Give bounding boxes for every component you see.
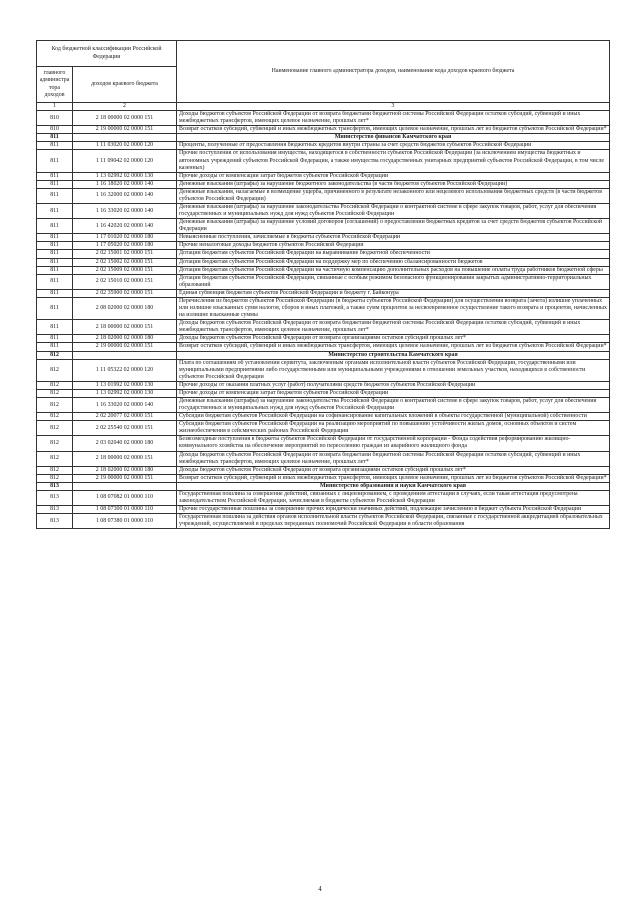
header-code-column: доходов краевого бюджета: [73, 67, 177, 103]
admin-code-cell: 811: [37, 142, 73, 150]
admin-code-cell: 812: [37, 381, 73, 389]
revenue-code-cell: 2 02 20077 02 0000 151: [73, 413, 177, 421]
revenue-name-cell: Доходы бюджетов субъектов Российской Федерации от возврата бюджетами бюджетной системы Российской Федерации остатков субсидий, субвенций и иных межбюджетных трансфертов, имеющих целевое назначение, прошлых лет*: [177, 451, 610, 466]
revenue-name-cell: Прочие государственные пошлины за совершение прочих юридически значимых действий, подлежащие зачислению в бюджет субъекта Российской Федерации: [177, 506, 610, 514]
table-row: [37, 234, 610, 242]
revenue-code-cell: [73, 134, 177, 142]
admin-code-cell: 811: [37, 250, 73, 258]
section-title-cell: Министерство образования и науки Камчатского края: [177, 482, 610, 490]
admin-code-cell: 811: [37, 258, 73, 266]
section-title-cell: Министерство строительства Камчатского края: [177, 351, 610, 359]
table-row: [37, 250, 610, 258]
admin-code-cell: 813: [37, 490, 73, 505]
header-name-column: Наименование главного администратора доходов, наименование кода доходов краевого бюджета: [177, 41, 610, 103]
admin-code-cell: 811: [37, 180, 73, 188]
admin-code-cell: 812: [37, 413, 73, 421]
table-row: [37, 320, 610, 335]
revenue-name-cell: Доходы бюджетов субъектов Российской Федерации от возврата организациями остатков субсидий прошлых лет*: [177, 466, 610, 474]
revenue-code-cell: 2 08 02000 02 0000 180: [73, 297, 177, 319]
revenue-code-cell: 1 13 02992 02 0000 130: [73, 389, 177, 397]
revenue-code-cell: 2 18 02000 02 0000 180: [73, 466, 177, 474]
revenue-code-cell: 1 16 33020 02 0000 140: [73, 397, 177, 412]
table-row: [37, 219, 610, 234]
revenue-code-cell: 2 18 00000 02 0000 151: [73, 111, 177, 126]
table-header: [37, 41, 610, 111]
header-group-title: Код бюджетной классификации Российской Федерации: [37, 41, 177, 67]
revenue-code-cell: 1 17 05020 02 0000 180: [73, 242, 177, 250]
revenue-name-cell: Прочие доходы от компенсации затрат бюджетов субъектов Российской Федерации: [177, 172, 610, 180]
revenue-code-cell: 1 11 03020 02 0000 120: [73, 142, 177, 150]
revenue-code-cell: 1 16 18020 02 0000 140: [73, 180, 177, 188]
table-row: [37, 297, 610, 319]
revenue-name-cell: Прочие доходы от оказания платных услуг (работ) получателями средств бюджетов субъектов Российской Федерации: [177, 381, 610, 389]
admin-code-cell: 811: [37, 297, 73, 319]
revenue-code-cell: 1 13 01992 02 0000 130: [73, 381, 177, 389]
revenue-name-cell: Проценты, полученные от предоставления бюджетных кредитов внутри страны за счет средств бюджетов субъектов Российской Федерации: [177, 142, 610, 150]
revenue-code-cell: 1 16 33020 02 0000 140: [73, 204, 177, 219]
table-row: [37, 421, 610, 436]
admin-code-cell: 811: [37, 234, 73, 242]
revenue-code-cell: 2 19 00000 02 0000 151: [73, 474, 177, 482]
revenue-codes-table: [36, 40, 610, 529]
admin-code-cell: 811: [37, 219, 73, 234]
revenue-code-cell: 2 18 00000 02 0000 151: [73, 451, 177, 466]
revenue-code-cell: 1 13 02992 02 0000 130: [73, 172, 177, 180]
revenue-code-cell: 2 19 00000 02 0000 151: [73, 343, 177, 351]
admin-code-cell: 812: [37, 421, 73, 436]
admin-code-cell: 811: [37, 274, 73, 289]
admin-code-cell: 812: [37, 389, 73, 397]
revenue-code-cell: 1 11 05322 02 0000 120: [73, 359, 177, 381]
section-row: [37, 351, 610, 359]
revenue-code-cell: [73, 482, 177, 490]
revenue-code-cell: 2 02 15010 02 0000 151: [73, 274, 177, 289]
revenue-name-cell: Доходы бюджетов субъектов Российской Федерации от возврата бюджетами бюджетной системы Российской Федерации остатков субсидий, субвенций и иных межбюджетных трансфертов, имеющих целевое назначение, прошлых лет*: [177, 111, 610, 126]
revenue-name-cell: Денежные взыскания (штрафы) за нарушение бюджетного законодательства (в части бюджетов субъектов Российской Федерации): [177, 180, 610, 188]
revenue-code-cell: 2 02 35900 02 0000 151: [73, 289, 177, 297]
revenue-code-cell: 1 16 32000 02 0000 140: [73, 188, 177, 203]
revenue-name-cell: Субсидии бюджетам субъектов Российской Федерации на реализацию мероприятий по повышению устойчивости жилых домов, основных объектов и систем жизнеобеспечения в сейсмических районах Российской Федерации: [177, 421, 610, 436]
revenue-code-cell: 1 08 07380 01 0000 110: [73, 514, 177, 529]
admin-code-cell: 812: [37, 466, 73, 474]
table-row: [37, 466, 610, 474]
section-title-cell: Министерство финансов Камчатского края: [177, 134, 610, 142]
admin-code-cell: 811: [37, 188, 73, 203]
admin-code-cell: 811: [37, 343, 73, 351]
admin-code-cell: 812: [37, 397, 73, 412]
admin-code-cell: 812: [37, 359, 73, 381]
table-row: [37, 274, 610, 289]
table-row: [37, 111, 610, 126]
table-row: [37, 343, 610, 351]
revenue-code-cell: 1 16 42020 02 0000 140: [73, 219, 177, 234]
table-row: [37, 514, 610, 529]
revenue-name-cell: Дотации бюджетам субъектов Российской Федерации на поддержку мер по обеспечению сбалансированности бюджетов: [177, 258, 610, 266]
revenue-name-cell: Дотации бюджетам субъектов Российской Федерации, связанные с особым режимом безопасного функционирования закрытых административно-территориальных образований: [177, 274, 610, 289]
admin-code-cell: 812: [37, 351, 73, 359]
table-row: [37, 474, 610, 482]
revenue-code-cell: 2 18 00000 02 0000 151: [73, 320, 177, 335]
header-admin-column: главного администра тора доходов: [37, 67, 73, 103]
revenue-name-cell: Денежные взыскания (штрафы) за нарушение законодательства Российской Федерации о контрактной системе в сфере закупок товаров, работ, услуг для обеспечения государственных и муниципальных нужд для нужд субъектов Российской Федерации: [177, 204, 610, 219]
revenue-name-cell: Прочие неналоговые доходы бюджетов субъектов Российской Федерации: [177, 242, 610, 250]
header-col-number: 2: [73, 103, 177, 111]
admin-code-cell: 813: [37, 514, 73, 529]
table-body: [37, 111, 610, 529]
section-row: [37, 482, 610, 490]
admin-code-cell: 812: [37, 436, 73, 451]
admin-code-cell: 811: [37, 335, 73, 343]
admin-code-cell: 813: [37, 506, 73, 514]
revenue-code-cell: 2 03 02040 02 0000 180: [73, 436, 177, 451]
revenue-name-cell: Прочие поступления от использования имущества, находящегося в собственности субъектов Российской Федерации (за исключением имущества бюджетных и автономных учреждений субъектов Российской Федерации, а также имущества государственных унитарных предприятий субъектов Российской Федерации, в том числе казенных): [177, 150, 610, 172]
revenue-name-cell: Государственная пошлина за совершение действий, связанных с лицензированием, с проведением аттестации в случаях, если такая аттестация предусмотрена законодательством Российской Федерации, зачисляемая в бюджеты субъектов Российской Федерации: [177, 490, 610, 505]
table-row: [37, 451, 610, 466]
revenue-code-cell: 1 11 09042 02 0000 120: [73, 150, 177, 172]
table-row: [37, 188, 610, 203]
admin-code-cell: 811: [37, 204, 73, 219]
admin-code-cell: 811: [37, 320, 73, 335]
revenue-name-cell: Возврат остатков субсидий, субвенций и иных межбюджетных трансфертов, имеющих целевое назначение, прошлых лет из бюджетов субъектов Российской Федерации*: [177, 126, 610, 134]
table-row: [37, 381, 610, 389]
table-row: [37, 180, 610, 188]
revenue-code-cell: 2 02 15009 02 0000 151: [73, 266, 177, 274]
table-row: [37, 359, 610, 381]
revenue-name-cell: Безвозмездные поступления в бюджеты субъектов Российской Федерации от государственной корпорации - Фонда содействия реформированию жилищно-коммунального хозяйства на обеспечение мероприятий по переселению граждан из аварийного жилищного фонда: [177, 436, 610, 451]
table-row: [37, 397, 610, 412]
page-number: 4: [318, 885, 322, 893]
admin-code-cell: 810: [37, 111, 73, 126]
table-row: [37, 258, 610, 266]
admin-code-cell: 811: [37, 242, 73, 250]
admin-code-cell: 811: [37, 172, 73, 180]
admin-code-cell: 811: [37, 266, 73, 274]
revenue-name-cell: Субсидии бюджетам субъектов Российской Федерации на софинансирование капитальных вложений в объекты государственной (муниципальной) собственности: [177, 413, 610, 421]
table-row: [37, 266, 610, 274]
admin-code-cell: 811: [37, 289, 73, 297]
revenue-code-cell: 2 19 00000 02 0000 151: [73, 126, 177, 134]
table-row: [37, 172, 610, 180]
table-row: [37, 490, 610, 505]
admin-code-cell: 812: [37, 474, 73, 482]
revenue-name-cell: Дотации бюджетам субъектов Российской Федерации на частичную компенсацию дополнительных расходов на повышение оплаты труда работников бюджетной сферы: [177, 266, 610, 274]
revenue-name-cell: Государственная пошлина за действия органов исполнительной власти субъектов Российской Федерации, связанные с государственной аккредитацией образовательных учреждений, осуществляемой в пределах переданных полномочий Российской Федерации в области образования: [177, 514, 610, 529]
revenue-name-cell: Возврат остатков субсидий, субвенций и иных межбюджетных трансфертов, имеющих целевое назначение, прошлых лет из бюджетов субъектов Российской Федерации*: [177, 343, 610, 351]
admin-code-cell: 811: [37, 134, 73, 142]
revenue-name-cell: Прочие доходы от компенсации затрат бюджетов субъектов Российской Федерации: [177, 389, 610, 397]
revenue-code-cell: 1 08 07300 01 0000 110: [73, 506, 177, 514]
revenue-name-cell: Возврат остатков субсидий, субвенций и иных межбюджетных трансфертов, имеющих целевое назначение, прошлых лет из бюджетов субъектов Российской Федерации*: [177, 474, 610, 482]
section-row: [37, 134, 610, 142]
revenue-code-cell: 1 17 01020 02 0000 180: [73, 234, 177, 242]
header-col-number: 3: [177, 103, 610, 111]
table-row: [37, 204, 610, 219]
table-row: [37, 436, 610, 451]
revenue-name-cell: Дотации бюджетам субъектов Российской Федерации на выравнивание бюджетной обеспеченности: [177, 250, 610, 258]
revenue-name-cell: Денежные взыскания (штрафы) за нарушение условий договоров (соглашений) о предоставлении бюджетных кредитов за счет средств бюджетов субъектов Российской Федерации: [177, 219, 610, 234]
admin-code-cell: 810: [37, 126, 73, 134]
table-row: [37, 126, 610, 134]
admin-code-cell: 812: [37, 451, 73, 466]
revenue-code-cell: 2 02 15002 02 0000 151: [73, 258, 177, 266]
revenue-name-cell: Денежные взыскания, налагаемые в возмещение ущерба, причиненного в результате незаконного или нецелевого использования бюджетных средств (в части бюджетов субъектов Российской Федерации): [177, 188, 610, 203]
revenue-name-cell: Плата по соглашениям об установлении сервитута, заключенным органами исполнительной власти субъектов Российской Федерации, государственными или муниципальными предприятиями либо государственными или муниципальными учреждениями в отношении земельных участков, находящихся в собственности субъектов Российской Федерации: [177, 359, 610, 381]
revenue-code-cell: 2 02 15001 02 0000 151: [73, 250, 177, 258]
revenue-code-cell: [73, 351, 177, 359]
table-row: [37, 335, 610, 343]
table-row: [37, 242, 610, 250]
table-row: [37, 506, 610, 514]
revenue-name-cell: Единая субвенция бюджетам субъектов Российской Федерации и бюджету г. Байконура: [177, 289, 610, 297]
revenue-code-cell: 2 02 25540 02 0000 151: [73, 421, 177, 436]
table-row: [37, 142, 610, 150]
table-row: [37, 389, 610, 397]
revenue-name-cell: Невыясненные поступления, зачисляемые в бюджеты субъектов Российской Федерации: [177, 234, 610, 242]
table-row: [37, 289, 610, 297]
table-row: [37, 150, 610, 172]
table-row: [37, 413, 610, 421]
revenue-code-cell: 1 08 07082 01 0000 110: [73, 490, 177, 505]
header-col-number: 1: [37, 103, 73, 111]
admin-code-cell: 813: [37, 482, 73, 490]
revenue-name-cell: Доходы бюджетов субъектов Российской Федерации от возврата организациями остатков субсидий прошлых лет*: [177, 335, 610, 343]
revenue-name-cell: Денежные взыскания (штрафы) за нарушение законодательства Российской Федерации о контрактной системе в сфере закупок товаров, работ, услуг для обеспечения государственных и муниципальных нужд для нужд субъектов Российской Федерации: [177, 397, 610, 412]
admin-code-cell: 811: [37, 150, 73, 172]
revenue-name-cell: Доходы бюджетов субъектов Российской Федерации от возврата бюджетами бюджетной системы Российской Федерации остатков субсидий, субвенций и иных межбюджетных трансфертов, имеющих целевое назначение, прошлых лет*: [177, 320, 610, 335]
revenue-name-cell: Перечисления из бюджетов субъектов Российской Федерации (в бюджеты субъектов Российской Федерации) для осуществления возврата (зачета) излишне уплаченных или излишне взысканных сумм налогов, сборов и иных платежей, а также сумм процентов за несвоевременное осуществление такого возврата и процентов, начисленных на излишне взысканные суммы: [177, 297, 610, 319]
revenue-code-cell: 2 18 02000 02 0000 180: [73, 335, 177, 343]
